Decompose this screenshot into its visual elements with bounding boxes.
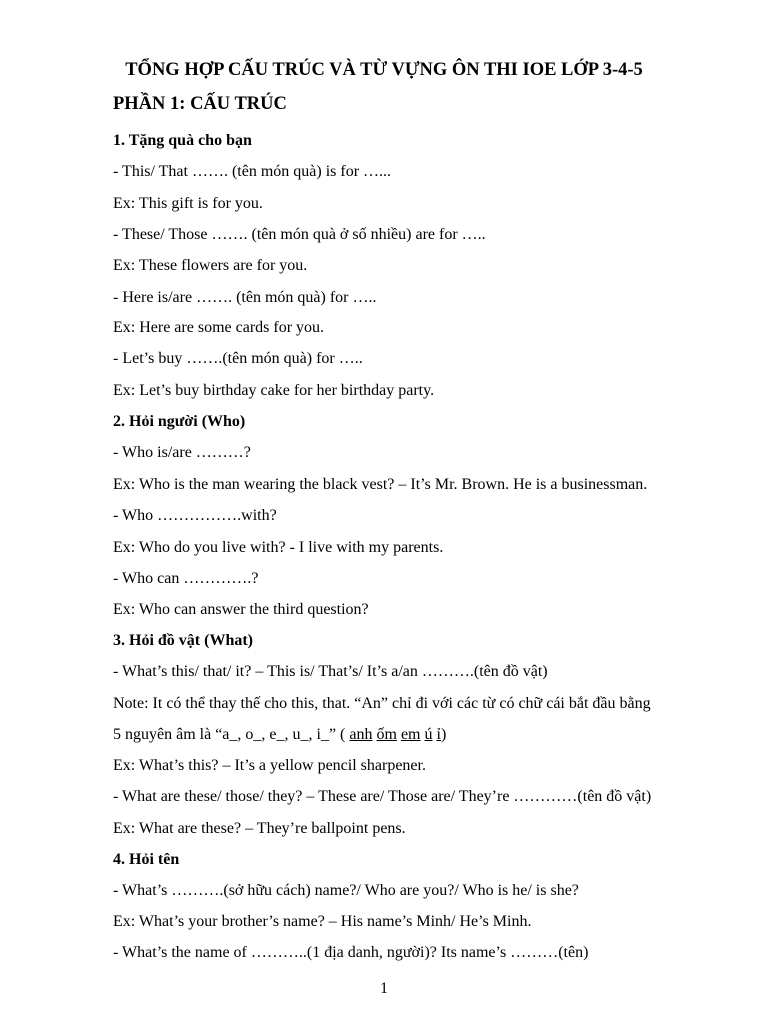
section-1-heading: 1. Tặng quà cho bạn	[113, 132, 252, 149]
structure-line: - Who …………….with?	[113, 507, 277, 524]
example-line: Ex: Let’s buy birthday cake for her birthday party.	[113, 382, 435, 399]
structure-line: - These/ Those ……. (tên món quà ở số nhiều) are for …..	[113, 226, 486, 243]
example-line: Ex: Who do you live with? - I live with my parents.	[113, 539, 444, 556]
section-2-heading: 2. Hỏi người (Who)	[113, 413, 246, 430]
example-line: Ex: Who can answer the third question?	[113, 601, 369, 618]
closing-paren: )	[440, 726, 447, 743]
section-3-heading: 3. Hỏi đồ vật (What)	[113, 632, 253, 649]
mnemonic-word: anh	[349, 726, 373, 743]
example-line: Ex: Who is the man wearing the black vest? – It’s Mr. Brown. He is a businessman.	[113, 476, 648, 493]
structure-line: - Let’s buy …….(tên món quà) for …..	[113, 350, 363, 367]
structure-line: - What’s this/ that/ it? – This is/ That’s/ It’s a/an ……….(tên đồ vật)	[113, 663, 548, 680]
structure-line: - What’s ……….(sở hữu cách) name?/ Who are you?/ Who is he/ is she?	[113, 882, 579, 899]
example-line: Ex: This gift is for you.	[113, 195, 263, 212]
page-number: 1	[380, 980, 388, 997]
structure-line: - This/ That ……. (tên món quà) is for …...	[113, 163, 392, 180]
mnemonic-word: em	[400, 726, 421, 743]
structure-line: - Here is/are ……. (tên món quà) for …..	[113, 289, 377, 306]
structure-line: - What’s the name of ………..(1 địa danh, người)? Its name’s ………(tên)	[113, 944, 589, 961]
example-line: Ex: What are these? – They’re ballpoint pens.	[113, 820, 406, 837]
example-line: Ex: These flowers are for you.	[113, 257, 308, 274]
vowels-text: 5 nguyên âm là “a_, o_, e_, u_, i_” (	[113, 726, 350, 743]
mnemonic-word: ỉ	[436, 726, 441, 743]
document-title: TỔNG HỢP CẤU TRÚC VÀ TỪ VỰNG ÔN THI IOE LỚP 3-4-5	[125, 60, 643, 80]
part-1-heading: PHẦN 1: CẤU TRÚC	[113, 94, 287, 114]
mnemonic-word: ú	[424, 726, 433, 743]
note-line: Note: It có thể thay thế cho this, that. “An” chỉ đi với các từ có chữ cái bắt đầu bằng	[113, 695, 651, 712]
mnemonic-word: ốm	[376, 726, 397, 743]
structure-line: - What are these/ those/ they? – These are/ Those are/ They’re …………(tên đồ vật)	[113, 788, 652, 805]
example-line: Ex: What’s your brother’s name? – His name’s Minh/ He’s Minh.	[113, 913, 532, 930]
section-4-heading: 4. Hỏi tên	[113, 851, 180, 868]
structure-line: - Who can ………….?	[113, 570, 259, 587]
example-line: Ex: What’s this? – It’s a yellow pencil sharpener.	[113, 757, 426, 774]
structure-line: - Who is/are ………?	[113, 444, 251, 461]
example-line: Ex: Here are some cards for you.	[113, 319, 325, 336]
note-line-vowels	[113, 725, 446, 745]
